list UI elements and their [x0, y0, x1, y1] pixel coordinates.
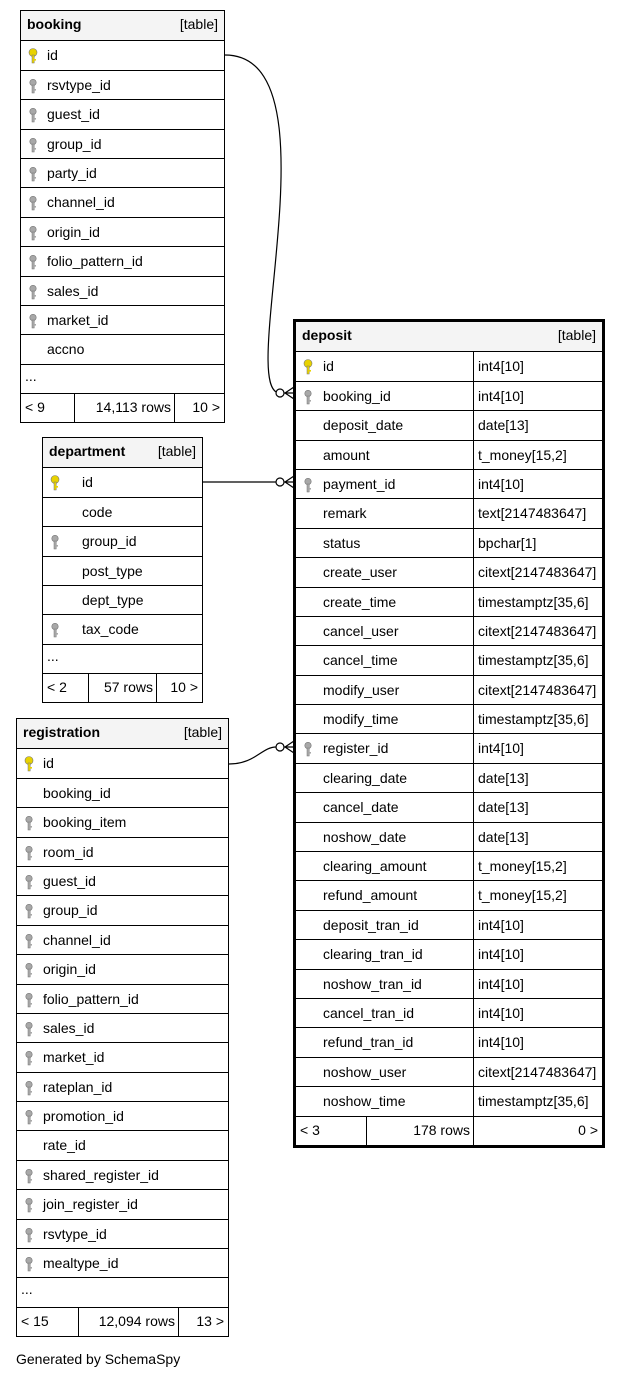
column-datatype-text: int4[10]: [478, 946, 524, 963]
children-count[interactable]: 10 >: [170, 679, 198, 696]
foreign-key-icon: [23, 1109, 35, 1125]
foreign-key-icon: [49, 534, 61, 550]
column-name[interactable]: mealtype_id: [43, 1255, 119, 1272]
column-datatype-text: citext[2147483647]: [478, 622, 597, 639]
table-footer: [17, 1307, 228, 1336]
link-booking-deposit-optional-marker: [276, 389, 284, 397]
foreign-key-icon: [23, 1256, 35, 1272]
column-datatype: [473, 1087, 602, 1115]
children-count[interactable]: 10 >: [192, 399, 220, 416]
table-header[interactable]: [17, 719, 228, 748]
column-datatype: [473, 529, 602, 557]
table-name[interactable]: deposit: [302, 327, 352, 343]
column-row[interactable]: [17, 925, 228, 954]
column-name[interactable]: party_id: [47, 164, 97, 181]
column-row[interactable]: [17, 954, 228, 983]
row-count-cell: [88, 674, 157, 702]
column-row[interactable]: [296, 381, 602, 410]
table-name[interactable]: department: [49, 443, 126, 459]
column-name[interactable]: market_id: [43, 1049, 105, 1066]
children-count-cell[interactable]: [473, 1117, 602, 1145]
column-datatype: [473, 911, 602, 939]
column-row[interactable]: [21, 99, 224, 128]
link-registration-deposit-optional-marker: [276, 743, 284, 751]
children-count[interactable]: 13 >: [196, 1312, 224, 1329]
column-row[interactable]: [43, 614, 202, 643]
column-datatype: [473, 852, 602, 880]
parents-count-cell[interactable]: [296, 1117, 366, 1145]
column-datatype-text: date[13]: [478, 799, 529, 816]
foreign-key-icon: [302, 741, 314, 757]
column-row[interactable]: [296, 851, 602, 880]
column-datatype-text: citext[2147483647]: [478, 1063, 597, 1080]
column-datatype-text: date[13]: [478, 417, 529, 434]
column-datatype-text: citext[2147483647]: [478, 681, 597, 698]
column-name[interactable]: group_id: [82, 533, 137, 550]
table-name[interactable]: registration: [23, 724, 101, 740]
column-row[interactable]: [21, 246, 224, 275]
foreign-key-icon: [302, 389, 314, 405]
column-row[interactable]: [17, 984, 228, 1013]
column-datatype-text: int4[10]: [478, 475, 524, 492]
column-datatype: [473, 470, 602, 498]
column-name[interactable]: channel_id: [43, 931, 111, 948]
column-name[interactable]: modify_user: [323, 681, 400, 698]
column-row[interactable]: [17, 1160, 228, 1189]
parents-count-cell[interactable]: [17, 1308, 78, 1336]
column-row[interactable]: [296, 969, 602, 998]
column-name[interactable]: rateplan_id: [43, 1078, 113, 1095]
row-count-cell: [74, 394, 175, 422]
table-type: [table]: [179, 16, 218, 32]
foreign-key-icon: [49, 622, 61, 638]
link-booking-deposit: [225, 55, 281, 393]
column-row[interactable]: [17, 1072, 228, 1101]
column-row[interactable]: [21, 187, 224, 216]
column-name[interactable]: noshow_date: [323, 828, 407, 845]
column-row[interactable]: [296, 1057, 602, 1086]
column-name[interactable]: status: [323, 534, 361, 551]
primary-key-icon: [23, 756, 35, 772]
table-name[interactable]: booking: [27, 16, 82, 32]
column-row[interactable]: [17, 1130, 228, 1159]
column-row[interactable]: [17, 866, 228, 895]
column-datatype-text: date[13]: [478, 769, 529, 786]
column-row[interactable]: [296, 939, 602, 968]
column-name[interactable]: refund_amount: [323, 887, 418, 904]
children-count-cell[interactable]: [156, 674, 202, 702]
more-columns-row[interactable]: [21, 364, 224, 393]
parents-count-cell[interactable]: [43, 674, 88, 702]
column-datatype: [473, 617, 602, 645]
column-name[interactable]: folio_pattern_id: [47, 253, 143, 270]
row-count: 57 rows: [103, 679, 153, 696]
column-datatype-text: timestamptz[35,6]: [478, 593, 589, 610]
foreign-key-icon: [27, 225, 39, 241]
table-department[interactable]: [42, 437, 203, 703]
column-row[interactable]: [296, 733, 602, 762]
column-row[interactable]: [21, 334, 224, 363]
column-name[interactable]: join_register_id: [43, 1196, 138, 1213]
foreign-key-icon: [27, 195, 39, 211]
column-name[interactable]: booking_item: [43, 814, 127, 831]
column-datatype-text: int4[10]: [478, 1034, 524, 1051]
column-name[interactable]: deposit_date: [323, 417, 404, 434]
foreign-key-icon: [302, 477, 314, 493]
column-row[interactable]: [296, 1086, 602, 1115]
column-name[interactable]: rate_id: [43, 1137, 86, 1154]
foreign-key-icon: [23, 1197, 35, 1213]
table-type: [table]: [557, 327, 596, 343]
foreign-key-icon: [23, 1080, 35, 1096]
column-datatype-text: bpchar[1]: [478, 534, 537, 551]
column-row[interactable]: [296, 616, 602, 645]
foreign-key-icon: [27, 137, 39, 153]
column-datatype: [473, 588, 602, 616]
row-count-cell: [78, 1308, 179, 1336]
column-datatype-text: int4[10]: [478, 1004, 524, 1021]
column-name[interactable]: cancel_time: [323, 652, 398, 669]
column-name[interactable]: id: [47, 47, 58, 64]
column-row[interactable]: [17, 1248, 228, 1277]
column-name[interactable]: origin_id: [47, 223, 100, 240]
column-name[interactable]: post_type: [82, 562, 143, 579]
column-name[interactable]: cancel_date: [323, 799, 399, 816]
column-name[interactable]: id: [82, 474, 93, 491]
foreign-key-icon: [23, 874, 35, 890]
foreign-key-icon: [23, 815, 35, 831]
foreign-key-icon: [23, 933, 35, 949]
column-row[interactable]: [17, 1013, 228, 1042]
column-datatype: [473, 676, 602, 704]
column-row[interactable]: [296, 792, 602, 821]
column-datatype-text: int4[10]: [478, 975, 524, 992]
column-name[interactable]: register_id: [323, 740, 389, 757]
row-count-cell: [366, 1117, 474, 1145]
column-datatype-text: int4[10]: [478, 387, 524, 404]
column-row[interactable]: [21, 70, 224, 99]
column-datatype-text: timestamptz[35,6]: [478, 652, 589, 669]
column-datatype-text: t_money[15,2]: [478, 446, 567, 463]
foreign-key-icon: [23, 1227, 35, 1243]
parents-count-cell[interactable]: [21, 394, 74, 422]
more-columns-ellipsis[interactable]: ...: [47, 647, 59, 664]
primary-key-icon: [49, 475, 61, 491]
foreign-key-icon: [23, 903, 35, 919]
column-name[interactable]: cancel_user: [323, 622, 399, 639]
column-datatype: [473, 411, 602, 439]
column-datatype: [473, 999, 602, 1027]
table-type: [table]: [157, 443, 196, 459]
column-name[interactable]: refund_tran_id: [323, 1034, 414, 1051]
column-datatype: [473, 793, 602, 821]
column-row[interactable]: [296, 704, 602, 733]
column-row[interactable]: [17, 748, 228, 777]
column-row[interactable]: [17, 1219, 228, 1248]
column-name[interactable]: guest_id: [43, 872, 96, 889]
column-datatype: [473, 499, 602, 527]
column-row[interactable]: [43, 526, 202, 555]
column-name[interactable]: sales_id: [43, 1019, 95, 1036]
generated-by-footer: Generated by SchemaSpy: [16, 1351, 181, 1367]
column-row[interactable]: [296, 528, 602, 557]
column-name[interactable]: booking_id: [43, 784, 111, 801]
column-datatype: [473, 558, 602, 586]
column-datatype: [473, 940, 602, 968]
more-columns-ellipsis[interactable]: ...: [25, 367, 37, 384]
column-name[interactable]: clearing_date: [323, 769, 408, 786]
primary-key-icon: [27, 48, 39, 64]
column-datatype: [473, 1058, 602, 1086]
more-columns-ellipsis[interactable]: ...: [21, 1281, 33, 1298]
column-datatype: [473, 382, 602, 410]
foreign-key-icon: [27, 313, 39, 329]
column-name[interactable]: id: [43, 755, 54, 772]
column-name[interactable]: tax_code: [82, 621, 139, 638]
column-name[interactable]: sales_id: [47, 282, 99, 299]
row-count: 178 rows: [413, 1121, 470, 1138]
foreign-key-icon: [23, 845, 35, 861]
column-name[interactable]: rsvtype_id: [47, 76, 111, 93]
column-row[interactable]: [21, 217, 224, 246]
table-type: [table]: [183, 724, 222, 740]
column-name[interactable]: create_time: [323, 593, 397, 610]
table-footer: [21, 393, 224, 422]
column-datatype: [473, 764, 602, 792]
column-row[interactable]: [21, 305, 224, 334]
column-datatype-text: timestamptz[35,6]: [478, 1093, 589, 1110]
column-row[interactable]: [296, 498, 602, 527]
foreign-key-icon: [27, 254, 39, 270]
link-department-deposit-optional-marker: [276, 478, 284, 486]
column-name[interactable]: modify_time: [323, 711, 399, 728]
column-row[interactable]: [296, 440, 602, 469]
column-datatype-text: citext[2147483647]: [478, 564, 597, 581]
column-datatype: [473, 441, 602, 469]
column-row[interactable]: [296, 410, 602, 439]
column-name[interactable]: shared_register_id: [43, 1166, 159, 1183]
children-count-cell[interactable]: [174, 394, 224, 422]
parents-count[interactable]: < 3: [300, 1121, 320, 1138]
column-row[interactable]: [296, 763, 602, 792]
column-row[interactable]: [17, 807, 228, 836]
foreign-key-icon: [23, 1021, 35, 1037]
foreign-key-icon: [23, 1168, 35, 1184]
parents-count[interactable]: < 15: [21, 1312, 49, 1329]
foreign-key-icon: [23, 962, 35, 978]
column-row[interactable]: [43, 556, 202, 585]
column-row[interactable]: [296, 351, 602, 380]
table-booking[interactable]: [20, 10, 225, 423]
column-row[interactable]: [17, 778, 228, 807]
more-columns-row[interactable]: [43, 644, 202, 673]
column-name[interactable]: remark: [323, 505, 367, 522]
column-row[interactable]: [21, 158, 224, 187]
foreign-key-icon: [27, 284, 39, 300]
column-datatype-text: t_money[15,2]: [478, 887, 567, 904]
column-datatype: [473, 1028, 602, 1056]
children-count[interactable]: 0 >: [578, 1121, 598, 1138]
table-deposit[interactable]: [293, 319, 605, 1148]
column-name[interactable]: deposit_tran_id: [323, 916, 419, 933]
foreign-key-icon: [27, 107, 39, 123]
column-datatype-text: timestamptz[35,6]: [478, 711, 589, 728]
column-row[interactable]: [17, 1189, 228, 1218]
column-row[interactable]: [43, 467, 202, 496]
column-datatype: [473, 970, 602, 998]
column-row[interactable]: [296, 645, 602, 674]
column-name[interactable]: payment_id: [323, 475, 396, 492]
column-datatype-text: text[2147483647]: [478, 505, 587, 522]
column-datatype-text: int4[10]: [478, 740, 524, 757]
column-name[interactable]: clearing_amount: [323, 858, 427, 875]
column-name[interactable]: rsvtype_id: [43, 1225, 107, 1242]
table-header[interactable]: [296, 322, 602, 351]
column-name[interactable]: accno: [47, 341, 85, 358]
table-registration[interactable]: [16, 718, 229, 1337]
column-name[interactable]: clearing_tran_id: [323, 946, 423, 963]
row-count: 12,094 rows: [98, 1312, 175, 1329]
column-datatype: [473, 705, 602, 733]
column-datatype: [473, 881, 602, 909]
column-name[interactable]: booking_id: [323, 387, 391, 404]
column-row[interactable]: [296, 880, 602, 909]
column-row[interactable]: [296, 587, 602, 616]
column-datatype: [473, 734, 602, 762]
column-row[interactable]: [43, 585, 202, 614]
column-name[interactable]: noshow_user: [323, 1063, 407, 1080]
column-name[interactable]: origin_id: [43, 961, 96, 978]
parents-count[interactable]: < 9: [25, 399, 45, 416]
column-datatype: [473, 823, 602, 851]
parents-count[interactable]: < 2: [47, 679, 67, 696]
more-columns-row[interactable]: [17, 1277, 228, 1306]
column-datatype-text: date[13]: [478, 828, 529, 845]
column-row[interactable]: [296, 557, 602, 586]
column-name[interactable]: create_user: [323, 564, 397, 581]
column-datatype-text: int4[10]: [478, 358, 524, 375]
column-name[interactable]: dept_type: [82, 591, 144, 608]
column-name[interactable]: id: [323, 358, 334, 375]
primary-key-icon: [302, 359, 314, 375]
column-row[interactable]: [21, 40, 224, 69]
column-name[interactable]: group_id: [43, 902, 98, 919]
column-row[interactable]: [296, 910, 602, 939]
column-datatype: [473, 646, 602, 674]
column-row[interactable]: [17, 837, 228, 866]
foreign-key-icon: [23, 1050, 35, 1066]
column-row[interactable]: [296, 1027, 602, 1056]
column-name[interactable]: noshow_time: [323, 1093, 406, 1110]
column-row[interactable]: [17, 1042, 228, 1071]
table-header[interactable]: [43, 438, 202, 467]
column-name[interactable]: guest_id: [47, 106, 100, 123]
column-name[interactable]: room_id: [43, 843, 94, 860]
column-row[interactable]: [296, 675, 602, 704]
column-name[interactable]: noshow_tran_id: [323, 975, 422, 992]
column-name[interactable]: promotion_id: [43, 1108, 124, 1125]
column-row[interactable]: [17, 895, 228, 924]
column-row[interactable]: [21, 129, 224, 158]
column-row[interactable]: [43, 497, 202, 526]
table-header[interactable]: [21, 11, 224, 40]
column-row[interactable]: [296, 822, 602, 851]
column-name[interactable]: folio_pattern_id: [43, 990, 139, 1007]
column-datatype-text: t_money[15,2]: [478, 858, 567, 875]
column-name[interactable]: amount: [323, 446, 370, 463]
table-footer: [296, 1116, 602, 1145]
row-count: 14,113 rows: [95, 399, 171, 416]
children-count-cell[interactable]: [178, 1308, 228, 1336]
foreign-key-icon: [27, 78, 39, 94]
column-row[interactable]: [21, 276, 224, 305]
column-name[interactable]: channel_id: [47, 194, 115, 211]
link-registration-deposit: [229, 747, 276, 764]
column-datatype-text: int4[10]: [478, 916, 524, 933]
table-footer: [43, 673, 202, 702]
foreign-key-icon: [27, 166, 39, 182]
column-row[interactable]: [296, 469, 602, 498]
column-name[interactable]: code: [82, 503, 113, 520]
column-name[interactable]: cancel_tran_id: [323, 1004, 415, 1021]
foreign-key-icon: [23, 992, 35, 1008]
column-datatype: [473, 352, 602, 380]
column-row[interactable]: [296, 998, 602, 1027]
column-row[interactable]: [17, 1101, 228, 1130]
column-name[interactable]: group_id: [47, 135, 102, 152]
column-name[interactable]: market_id: [47, 311, 109, 328]
